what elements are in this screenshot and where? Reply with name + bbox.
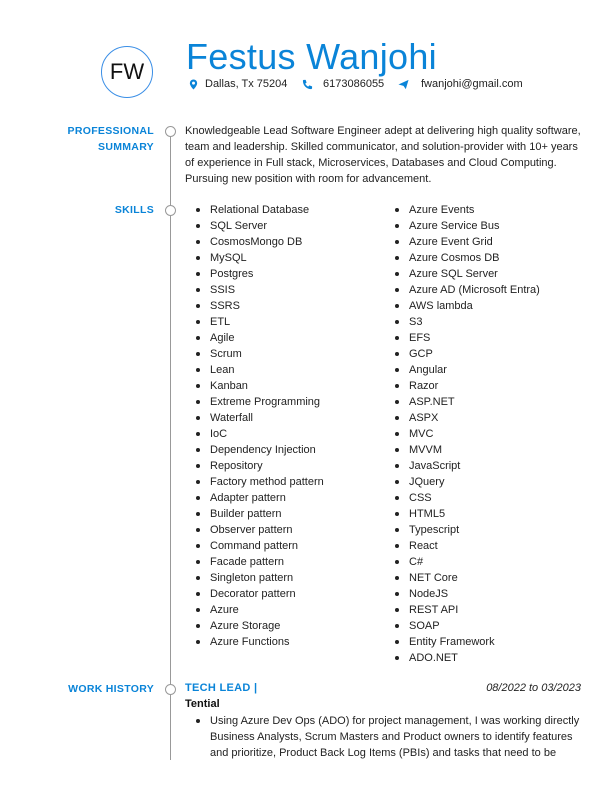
candidate-name: Festus Wanjohi [186,36,437,77]
skill-item: C# [409,554,540,570]
section-heading-summary: PROFESSIONAL SUMMARY [67,125,154,153]
skill-item: Azure SQL Server [409,266,540,282]
job-title: TECH LEAD | [185,682,258,694]
section-heading-skills: SKILLS [114,204,154,216]
timeline-marker [165,684,176,695]
skill-item: Typescript [409,522,540,538]
timeline-marker [165,126,176,137]
skill-item: NodeJS [409,586,540,602]
skill-item: Repository [210,458,324,474]
skill-item: Azure Events [409,202,540,218]
skill-item: Command pattern [210,538,324,554]
phone-icon [302,79,313,90]
skill-item: REST API [409,602,540,618]
skill-item: Agile [210,330,324,346]
section-heading-work: WORK HISTORY [68,683,154,695]
location-pin-icon [188,79,199,90]
email[interactable] [398,78,523,90]
skill-item: NET Core [409,570,540,586]
skill-item: JavaScript [409,458,540,474]
skill-item: Singleton pattern [210,570,324,586]
skill-item: Observer pattern [210,522,324,538]
skill-item: MVVM [409,442,540,458]
skill-item: Azure AD (Microsoft Entra) [409,284,540,296]
summary-text: Knowledgeable Lead Software Engineer adept at delivering high quality software, team and leadership. Skilled communicator, and solution-provider with 10+ years of experience in Full stack, Microservices, Databases and Cloud Computing. Pursuing new position with room for advancement. [185,125,581,185]
skill-item: S3 [409,314,540,330]
skill-item: ASP.NET [409,394,540,410]
skill-item: Adapter pattern [210,490,324,506]
skill-item: MySQL [210,250,324,266]
skill-item: React [409,538,540,554]
email-text[interactable]: fwanjohi@gmail.com [421,78,523,90]
skill-item: Razor [409,378,540,394]
job-dates: 08/2022 to 03/2023 [486,682,581,694]
skill-item: SSRS [210,298,324,314]
phone-text: 6173086055 [323,78,385,90]
timeline-marker [165,205,176,216]
skill-item: ETL [210,314,324,330]
skill-item: Azure Functions [210,634,324,650]
skill-item: Azure Service Bus [409,218,540,234]
skill-item: Azure [210,602,324,618]
skill-item: Decorator pattern [210,586,324,602]
skill-item: HTML5 [409,506,540,522]
skill-item: Azure Cosmos DB [409,250,540,266]
skill-item: ADO.NET [409,650,540,666]
skill-item: Waterfall [210,410,324,426]
phone [302,78,384,90]
skill-item: SOAP [409,618,540,634]
monogram: FW [101,46,153,98]
skill-item: Azure Event Grid [409,234,540,250]
skill-item: ASPX [409,410,540,426]
company-name: Tential [185,698,220,710]
skill-item: AWS lambda [409,298,540,314]
skill-item: Extreme Programming [210,394,324,410]
skill-item: MVC [409,426,540,442]
job-bullet: Using Azure Dev Ops (ADO) for project management, I was working directly Business Analysts, Scrum Masters and Product owners to identify features and prioritize, Product Back Log Items (PBIs) and tasks that need to be [210,713,585,761]
location [188,78,287,90]
skill-item: Facade pattern [210,554,324,570]
skill-item: Factory method pattern [210,476,324,488]
skill-item: GCP [409,346,540,362]
job-bullets [210,713,585,761]
skill-item: Builder pattern [210,506,324,522]
skill-item: Lean [210,362,324,378]
skill-item: Postgres [210,266,324,282]
skill-item: CSS [409,490,540,506]
send-icon [398,79,409,90]
skill-item: Kanban [210,378,324,394]
skill-item: SQL Server [210,218,324,234]
skills-list-left [210,202,324,650]
skill-item: EFS [409,330,540,346]
skill-item: Dependency Injection [210,442,324,458]
skill-item: IoC [210,426,324,442]
skill-item: Scrum [210,346,324,362]
skill-item: Angular [409,362,540,378]
skill-item: SSIS [210,282,324,298]
skill-item: CosmosMongo DB [210,234,324,250]
timeline-line [170,126,171,760]
skill-item: Entity Framework [409,634,540,650]
skill-item: Relational Database [210,202,324,218]
skill-item: JQuery [409,474,540,490]
location-text: Dallas, Tx 75204 [205,78,288,90]
skill-item: Azure Storage [210,618,324,634]
skills-list-right [409,202,540,666]
